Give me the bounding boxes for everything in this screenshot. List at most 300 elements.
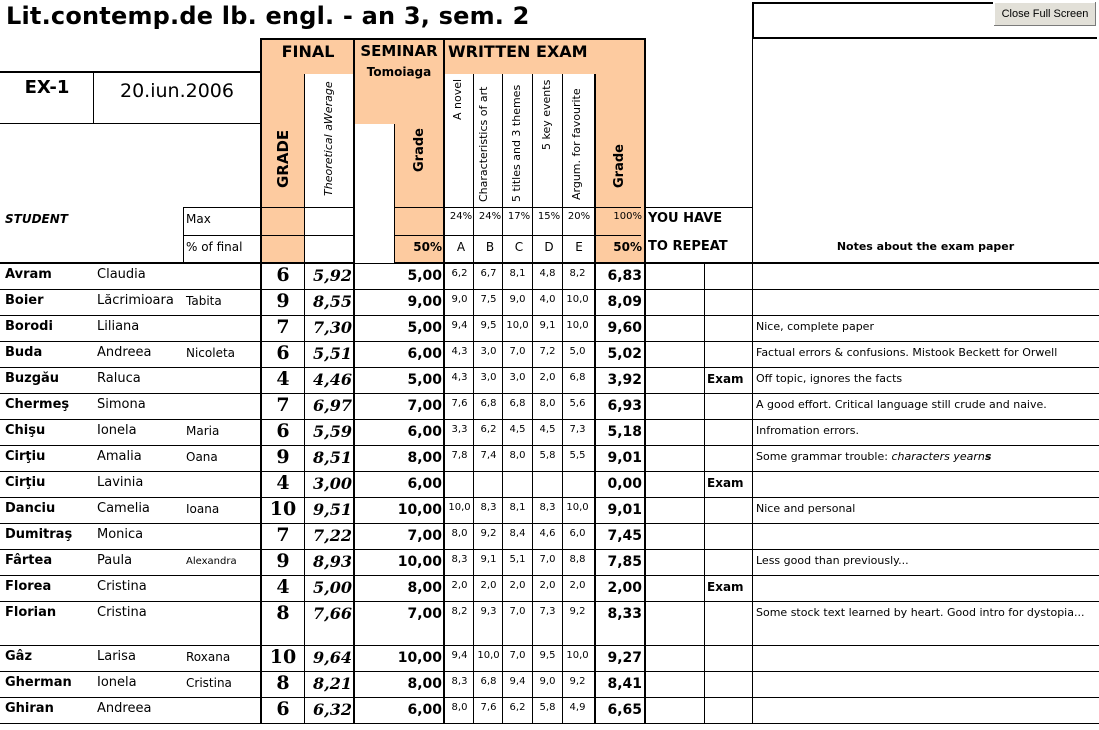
part-score-B: 6,7: [480, 268, 497, 279]
v-part: [532, 290, 533, 316]
part-score-E: 10,0: [566, 320, 589, 331]
written-grade: 8,09: [607, 294, 642, 310]
exam-note: Some grammar trouble: characters yearns: [756, 450, 992, 463]
v-notes-left: [752, 368, 753, 394]
part-score-B: 9,1: [480, 554, 497, 565]
student-surname: Avram: [5, 267, 52, 282]
v-part: [532, 698, 533, 724]
v-part: [473, 550, 474, 576]
seminar-grade: 6,00: [407, 476, 442, 492]
part-score-B: 9,3: [480, 606, 497, 617]
part-score-A: 9,0: [451, 294, 468, 305]
v-part: [473, 602, 474, 646]
v-part: [532, 420, 533, 446]
v-part: [473, 316, 474, 342]
written-grade: 8,41: [607, 676, 642, 692]
v-final-left: [260, 290, 262, 316]
v-part: [532, 498, 533, 524]
v-avg-left: [304, 524, 305, 550]
you-have-label: YOU HAVE: [648, 211, 723, 226]
part-score-D: 9,1: [539, 320, 556, 331]
v-part: [502, 602, 503, 646]
v-wgrade-left: [594, 342, 596, 368]
v-part: [473, 290, 474, 316]
part-score-D: 2,0: [539, 372, 556, 383]
v-repeat-mid: [704, 368, 705, 394]
theoretical-average: 5,51: [313, 344, 352, 363]
seminar-grade: 10,00: [397, 554, 442, 570]
written-grade: 0,00: [607, 476, 642, 492]
v-repeat-mid: [704, 342, 705, 368]
v-part: [562, 316, 563, 342]
part-score-D: 9,0: [539, 676, 556, 687]
v-final-left: [260, 498, 262, 524]
v-part: [473, 394, 474, 420]
v-wgrade-left: [594, 446, 596, 472]
v-part: [562, 672, 563, 698]
v-wgrade-left: [594, 472, 596, 498]
row-bottom-line: [0, 723, 1099, 724]
student-first-name: Paula: [97, 553, 133, 568]
final-grade: 9: [276, 290, 290, 312]
part-score-A: 3,3: [451, 424, 468, 435]
student-first-name: Ionela: [97, 675, 137, 690]
part-score-C: 7,0: [509, 346, 526, 357]
part-weight-D: 15%: [537, 211, 561, 222]
v-notes-left: [752, 698, 753, 724]
student-first-name: Ionela: [97, 423, 137, 438]
seminar-grade: 9,00: [407, 294, 442, 310]
v-written-left: [443, 498, 445, 524]
part-score-A: 8,0: [451, 528, 468, 539]
v-written-left: [443, 698, 445, 724]
notes-header: Notes about the exam paper: [836, 240, 1015, 253]
exam-note: Less good than previously...: [756, 554, 909, 567]
max-label: Max: [186, 212, 211, 226]
seminar-header: SEMINAR: [360, 42, 438, 60]
seminar-grade: 5,00: [407, 320, 442, 336]
part-weight-A: 24%: [449, 211, 473, 222]
final-grade: 6: [276, 698, 290, 720]
v-part: [562, 698, 563, 724]
student-surname: Buzgău: [5, 371, 60, 386]
v-part: [562, 602, 563, 646]
student-surname: Dumitraş: [5, 527, 73, 542]
written-max: 100%: [613, 211, 642, 222]
part-score-C: 7,0: [509, 650, 526, 661]
v-written-left: [443, 342, 445, 368]
student-surname: Danciu: [5, 501, 56, 516]
v-part: [502, 342, 503, 368]
v-part: [502, 698, 503, 724]
theoretical-average: 5,92: [313, 266, 352, 285]
v-part: [502, 646, 503, 672]
part-score-B: 7,6: [480, 702, 497, 713]
v-sem-left: [353, 472, 355, 498]
v-written-left: [443, 646, 445, 672]
written-grade: 7,85: [607, 554, 642, 570]
v-wgrade-left: [594, 524, 596, 550]
student-middle-name: Tabita: [186, 294, 222, 308]
part-score-D: 2,0: [539, 580, 556, 591]
written-grade: 6,83: [607, 268, 642, 284]
part-score-E: 10,0: [566, 502, 589, 513]
v-part: [562, 576, 563, 602]
v-repeat-mid: [704, 576, 705, 602]
part-score-D: 5,8: [539, 450, 556, 461]
theoretical-average: 8,55: [313, 292, 352, 311]
v-avg-left: [304, 420, 305, 446]
v-repeat-mid: [704, 472, 705, 498]
v-notes-left: [752, 550, 753, 576]
v-part: [532, 550, 533, 576]
part-score-B: 2,0: [480, 580, 497, 591]
v-wgrade-left: [594, 290, 596, 316]
v-part: [473, 472, 474, 498]
student-surname: Florian: [5, 605, 57, 620]
exam-note: Nice, complete paper: [756, 320, 874, 333]
part-score-B: 3,0: [480, 346, 497, 357]
v-sem-left: [353, 602, 355, 646]
written-grade: 6,93: [607, 398, 642, 414]
part-score-E: 5,5: [569, 450, 586, 461]
v-part: [562, 646, 563, 672]
written-grade: 5,18: [607, 424, 642, 440]
student-first-name: Cristina: [97, 579, 147, 594]
part-score-D: 4,6: [539, 528, 556, 539]
seminar-grade: 8,00: [407, 580, 442, 596]
theoretical-average: 7,22: [313, 526, 352, 545]
v-written-left: [443, 264, 445, 290]
v-final-left: [260, 524, 262, 550]
v-part: [502, 672, 503, 698]
theoretical-average: 9,64: [313, 648, 352, 667]
close-full-screen-button[interactable]: Close Full Screen: [993, 1, 1097, 27]
v-sem-left: [353, 498, 355, 524]
part-score-D: 4,0: [539, 294, 556, 305]
repeat-exam: Exam: [707, 476, 744, 490]
part-score-A: 9,4: [451, 320, 468, 331]
header-top-border: [260, 38, 646, 40]
exam-note: Factual errors & confusions. Mistook Beckett for Orwell: [756, 346, 1058, 359]
part-score-C: 8,1: [509, 502, 526, 513]
part-score-D: 4,8: [539, 268, 556, 279]
written-grade: 2,00: [607, 580, 642, 596]
v-repeat-mid: [704, 498, 705, 524]
v-repeat-mid: [704, 524, 705, 550]
theoretical-average: 6,32: [313, 700, 352, 719]
part-score-D: 4,5: [539, 424, 556, 435]
v-notes-left: [752, 472, 753, 498]
part-label-C: 5 titles and 3 themes: [510, 84, 523, 202]
theoretical-average-label: Theoretical aWerage: [322, 81, 335, 196]
v-part: [502, 472, 503, 498]
final-grade: 6: [276, 420, 290, 442]
student-surname: Chişu: [5, 423, 46, 438]
v-written-left: [443, 446, 445, 472]
theoretical-average: 8,21: [313, 674, 352, 693]
v-avg-left: [304, 672, 305, 698]
repeat-exam: Exam: [707, 580, 744, 594]
v-repeat-left: [644, 316, 646, 342]
v-sem-left: [353, 342, 355, 368]
part-label-E: Argum. for favourite: [570, 88, 583, 200]
v-repeat-left: [644, 672, 646, 698]
v-avg-left: [304, 550, 305, 576]
table-row: [0, 524, 1099, 550]
v-written-left: [443, 524, 445, 550]
exam-date: 20.iun.2006: [120, 80, 234, 102]
part-score-A: 8,0: [451, 702, 468, 713]
part-score-D: 8,3: [539, 502, 556, 513]
final-grade: 9: [276, 446, 290, 468]
seminar-grade: 8,00: [407, 450, 442, 466]
student-label: STUDENT: [5, 212, 68, 226]
v-avg-left: [304, 498, 305, 524]
student-first-name: Andreea: [97, 345, 152, 360]
v-avg-left: [304, 368, 305, 394]
v-notes-left: [752, 446, 753, 472]
v-repeat-left: [644, 446, 646, 472]
part-score-E: 8,2: [569, 268, 586, 279]
part-score-B: 9,2: [480, 528, 497, 539]
written-grade: 9,60: [607, 320, 642, 336]
part-score-D: 7,2: [539, 346, 556, 357]
final-grade: 10: [269, 646, 297, 668]
table-row: [0, 550, 1099, 576]
table-row: [0, 290, 1099, 316]
table-row: [0, 472, 1099, 498]
v-part: [532, 368, 533, 394]
v-repeat-left: [644, 394, 646, 420]
seminar-pct: 50%: [413, 240, 442, 254]
v-final-left: [260, 420, 262, 446]
v-written-left: [443, 394, 445, 420]
v-repeat-left: [644, 290, 646, 316]
v-part: [502, 498, 503, 524]
v-part: [562, 264, 563, 290]
part-score-C: 5,1: [509, 554, 526, 565]
part-score-D: 8,0: [539, 398, 556, 409]
v-final-left: [260, 646, 262, 672]
v-repeat-left: [644, 646, 646, 672]
student-surname: Florea: [5, 579, 52, 594]
v-wgrade-left: [594, 394, 596, 420]
part-score-D: 7,0: [539, 554, 556, 565]
final-grade: 8: [276, 602, 290, 624]
part-score-C: 10,0: [506, 320, 529, 331]
v-final-left: [260, 472, 262, 498]
part-score-C: 7,0: [509, 606, 526, 617]
v-sem-left: [353, 550, 355, 576]
v-repeat-mid: [704, 446, 705, 472]
v-part: [562, 498, 563, 524]
part-score-B: 6,8: [480, 398, 497, 409]
part-score-E: 4,9: [569, 702, 586, 713]
v-wgrade-left: [594, 316, 596, 342]
v-notes-left: [752, 524, 753, 550]
v-part: [562, 446, 563, 472]
theoretical-average: 7,66: [313, 604, 352, 623]
written-grade: 9,01: [607, 502, 642, 518]
written-left-border: [443, 38, 445, 264]
final-grade: 8: [276, 672, 290, 694]
v-part: [532, 394, 533, 420]
v-part: [502, 420, 503, 446]
v-notes-left: [752, 602, 753, 646]
max-row-top: [183, 207, 641, 208]
v-avg-left: [304, 602, 305, 646]
seminar-teacher: Tomoiaga: [366, 65, 432, 79]
v-part: [502, 316, 503, 342]
v-avg-left: [304, 290, 305, 316]
v-notes-left: [752, 420, 753, 446]
seminar-grade: 5,00: [407, 268, 442, 284]
final-header: FINAL: [281, 42, 335, 61]
v-part: [473, 264, 474, 290]
exam-note: A good effort. Critical language still crude and naive.: [756, 398, 1047, 411]
v-avg-left: [304, 646, 305, 672]
v-part: [532, 264, 533, 290]
part-score-C: 6,8: [509, 398, 526, 409]
theoretical-average: 8,93: [313, 552, 352, 571]
table-row: [0, 420, 1099, 446]
written-grade: 5,02: [607, 346, 642, 362]
v-part: [532, 316, 533, 342]
final-grade: 9: [276, 550, 290, 572]
v-written-left: [443, 316, 445, 342]
written-grade: 8,33: [607, 606, 642, 622]
part-label-A: A novel: [451, 78, 464, 120]
written-grade: 6,65: [607, 702, 642, 718]
v-wgrade-left: [594, 498, 596, 524]
seminar-grade: 6,00: [407, 702, 442, 718]
student-middle-name: Ioana: [186, 502, 220, 516]
v-avg-left: [304, 316, 305, 342]
v-part: [473, 576, 474, 602]
v-wgrade-left: [594, 576, 596, 602]
seminar-grade: 10,00: [397, 650, 442, 666]
v-written-left: [443, 420, 445, 446]
v-final-left: [260, 264, 262, 290]
part-score-C: 9,4: [509, 676, 526, 687]
student-middle-name: Nicoleta: [186, 346, 236, 360]
theoretical-average: 9,51: [313, 500, 352, 519]
v-part: [502, 446, 503, 472]
student-middle-name: Maria: [186, 424, 220, 438]
v-sem-left: [353, 394, 355, 420]
v-notes-left: [752, 342, 753, 368]
final-grade-label: GRADE: [274, 129, 292, 188]
v-part: [532, 342, 533, 368]
part-score-C: 2,0: [509, 580, 526, 591]
v-part: [562, 394, 563, 420]
v-part: [532, 446, 533, 472]
student-middle-name: Roxana: [186, 650, 231, 664]
student-first-name: Camelia: [97, 501, 150, 516]
v-final-left: [260, 342, 262, 368]
part-score-C: 6,2: [509, 702, 526, 713]
v-written-left: [443, 550, 445, 576]
part-score-E: 5,0: [569, 346, 586, 357]
v-repeat-mid: [704, 672, 705, 698]
v-part: [502, 290, 503, 316]
v-wgrade-left: [594, 368, 596, 394]
part-letter-B: B: [485, 240, 495, 254]
part-score-C: 8,1: [509, 268, 526, 279]
part-score-A: 10,0: [448, 502, 471, 513]
v-sem-left: [353, 290, 355, 316]
v-part: [502, 394, 503, 420]
student-first-name: Raluca: [97, 371, 141, 386]
student-first-name: Claudia: [97, 267, 146, 282]
v-final-left: [260, 316, 262, 342]
v-sem-left: [353, 698, 355, 724]
part-letter-D: D: [544, 240, 554, 254]
student-surname: Fârtea: [5, 553, 53, 568]
student-surname: Cirţiu: [5, 449, 46, 464]
student-first-name: Lavinia: [97, 475, 144, 490]
v-avg-left: [304, 472, 305, 498]
part-score-C: 3,0: [509, 372, 526, 383]
v-repeat-left: [644, 420, 646, 446]
v-avg-left: [304, 446, 305, 472]
v-part: [562, 550, 563, 576]
v-repeat-left: [644, 576, 646, 602]
student-surname: Buda: [5, 345, 43, 360]
repeat-box-top: [646, 207, 752, 208]
exam-note: Off topic, ignores the facts: [756, 372, 903, 385]
v-wgrade-left: [594, 646, 596, 672]
v-repeat-mid: [704, 420, 705, 446]
theoretical-average: 8,51: [313, 448, 352, 467]
theoretical-average: 5,59: [313, 422, 352, 441]
v-notes-left: [752, 646, 753, 672]
part-weight-B: 24%: [478, 211, 502, 222]
student-first-name: Lăcrimioara: [97, 293, 174, 308]
v-written-left: [443, 602, 445, 646]
part-score-B: 6,8: [480, 676, 497, 687]
v-written-left: [443, 290, 445, 316]
exam-note: Some stock text learned by heart. Good intro for dystopia...: [756, 606, 1085, 619]
student-surname: Ghiran: [5, 701, 54, 716]
v-written-left: [443, 672, 445, 698]
student-surname: Cirţiu: [5, 475, 46, 490]
v-final-left: [260, 446, 262, 472]
v-part: [473, 672, 474, 698]
part-label-D: 5 key events: [540, 79, 553, 150]
written-pct: 50%: [613, 240, 642, 254]
exam-note: Infromation errors.: [756, 424, 859, 437]
theoretical-average: 4,46: [313, 370, 352, 389]
v-part: [532, 576, 533, 602]
to-repeat-label: TO REPEAT: [648, 239, 728, 254]
seminar-grade: 6,00: [407, 424, 442, 440]
v-repeat-left: [644, 342, 646, 368]
v-repeat-mid: [704, 602, 705, 646]
v-part: [532, 602, 533, 646]
v-final-left: [260, 368, 262, 394]
v-final-left: [260, 576, 262, 602]
v-notes-left: [752, 498, 753, 524]
pct-of-final-label: % of final: [186, 240, 243, 254]
student-middle-name: Alexandra: [186, 556, 237, 567]
written-exam-header: WRITTEN EXAM: [448, 42, 588, 61]
part-score-A: 9,4: [451, 650, 468, 661]
v-part: [532, 524, 533, 550]
seminar-white-box: [355, 124, 394, 263]
table-row: [0, 576, 1099, 602]
